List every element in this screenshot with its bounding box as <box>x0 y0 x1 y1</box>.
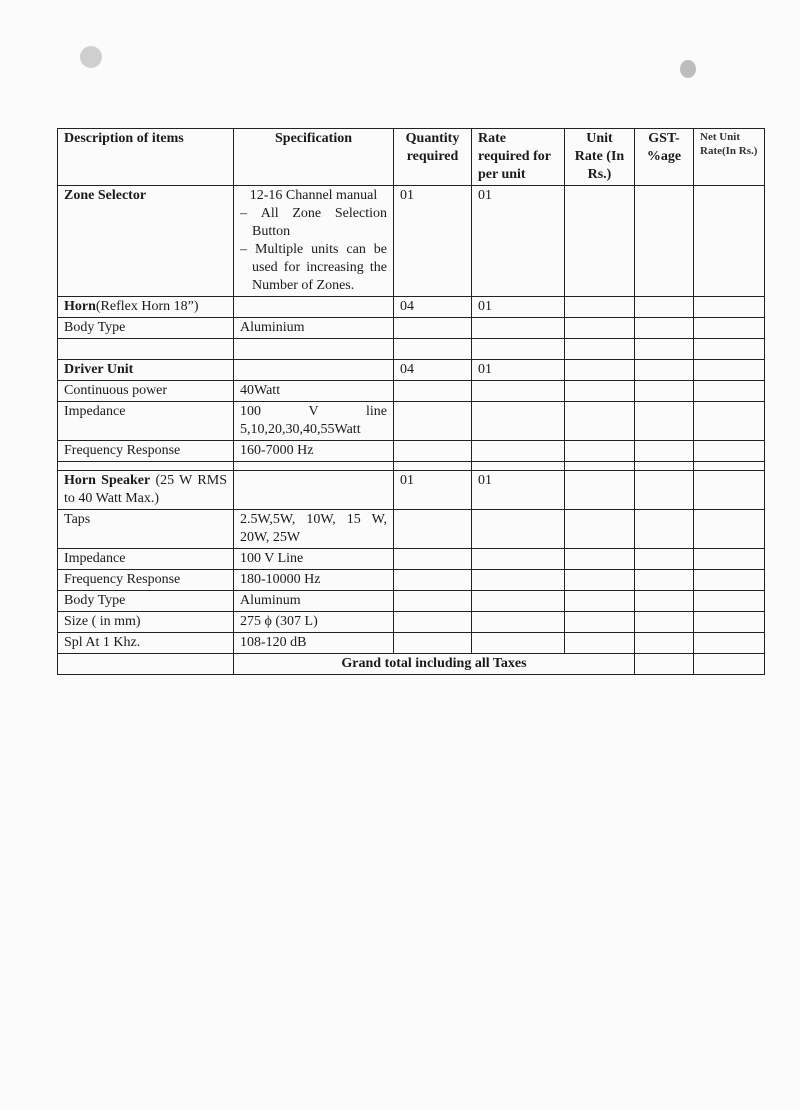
param-value: 100 V line 5,10,20,30,40,55Watt <box>234 402 394 441</box>
table-row <box>58 441 765 462</box>
param-value: 275 ϕ (307 L) <box>234 612 394 633</box>
rate-cell: 01 <box>472 360 565 381</box>
rate-cell: 01 <box>472 297 565 318</box>
spec-item: – Multiple units can be used for increasing the Number of Zones. <box>240 241 387 295</box>
price-bid-table <box>57 128 765 675</box>
header-gst: GST-%age <box>635 129 694 186</box>
spec-zone-selector <box>234 186 394 297</box>
param-value: 100 V Line <box>234 549 394 570</box>
param-value: Aluminum <box>234 591 394 612</box>
table-row <box>58 591 765 612</box>
table-row <box>58 633 765 654</box>
unit-rate-cell <box>565 297 635 318</box>
table-row <box>58 360 765 381</box>
bleed-through-shadow <box>40 62 780 122</box>
spacer-row <box>58 462 765 471</box>
spec-list <box>240 205 387 295</box>
param-value: 180-10000 Hz <box>234 570 394 591</box>
table-row <box>58 318 765 339</box>
header-rate: Rate required for per unit <box>472 129 565 186</box>
param-value: Aluminium <box>234 318 394 339</box>
item-horn-speaker <box>58 471 234 510</box>
unit-rate-cell <box>565 186 635 297</box>
table-row <box>58 510 765 549</box>
param-label: Frequency Response <box>58 441 234 462</box>
param-label: Taps <box>58 510 234 549</box>
net-rate-cell <box>694 186 765 297</box>
table-row <box>58 381 765 402</box>
header-quantity: Quantity required <box>394 129 472 186</box>
table-row <box>58 570 765 591</box>
header-specification: Specification <box>234 129 394 186</box>
item-horn-speaker-detail: (25 W RMS to 40 Watt Max.) <box>64 473 227 506</box>
param-label: Frequency Response <box>58 570 234 591</box>
qty-cell: 01 <box>394 471 472 510</box>
qty-cell: 01 <box>394 186 472 297</box>
param-label: Size ( in mm) <box>58 612 234 633</box>
header-unit-rate: Unit Rate (In Rs.) <box>565 129 635 186</box>
table-row <box>58 297 765 318</box>
param-label: Body Type <box>58 318 234 339</box>
param-label: Impedance <box>58 549 234 570</box>
qty-cell: 04 <box>394 360 472 381</box>
item-driver-unit: Driver Unit <box>58 360 234 381</box>
spec-cell <box>234 360 394 381</box>
table-row <box>58 612 765 633</box>
item-horn-detail: (Reflex Horn 18”) <box>95 299 199 314</box>
table-row <box>58 402 765 441</box>
header-description: Description of items <box>58 129 234 186</box>
spec-main: 12-16 Channel manual <box>249 188 378 203</box>
header-row <box>58 129 765 186</box>
item-horn-name: Horn <box>64 299 96 314</box>
table-row <box>58 186 765 297</box>
param-value: 2.5W,5W, 10W, 15 W, 20W, 25W <box>234 510 394 549</box>
spec-cell <box>234 297 394 318</box>
table-row <box>58 471 765 510</box>
param-label: Body Type <box>58 591 234 612</box>
item-horn <box>58 297 234 318</box>
net-rate-cell <box>694 297 765 318</box>
table-row <box>58 549 765 570</box>
gst-cell <box>635 297 694 318</box>
spec-cell <box>234 471 394 510</box>
spacer-row <box>58 339 765 360</box>
item-zone-selector: Zone Selector <box>58 186 234 297</box>
param-value: 160-7000 Hz <box>234 441 394 462</box>
rate-cell: 01 <box>472 471 565 510</box>
grand-total-row <box>58 654 765 675</box>
spec-item: – All Zone Selection Button <box>240 205 387 241</box>
param-label: Spl At 1 Khz. <box>58 633 234 654</box>
grand-total-label: Grand total including all Taxes <box>234 654 635 675</box>
param-value: 108-120 dB <box>234 633 394 654</box>
gst-cell <box>635 186 694 297</box>
param-label: Continuous power <box>58 381 234 402</box>
param-label: Impedance <box>58 402 234 441</box>
rate-cell: 01 <box>472 186 565 297</box>
qty-cell: 04 <box>394 297 472 318</box>
param-value: 40Watt <box>234 381 394 402</box>
item-horn-speaker-name: Horn Speaker <box>64 473 151 488</box>
header-net-unit-rate: Net Unit Rate(In Rs.) <box>694 129 765 186</box>
